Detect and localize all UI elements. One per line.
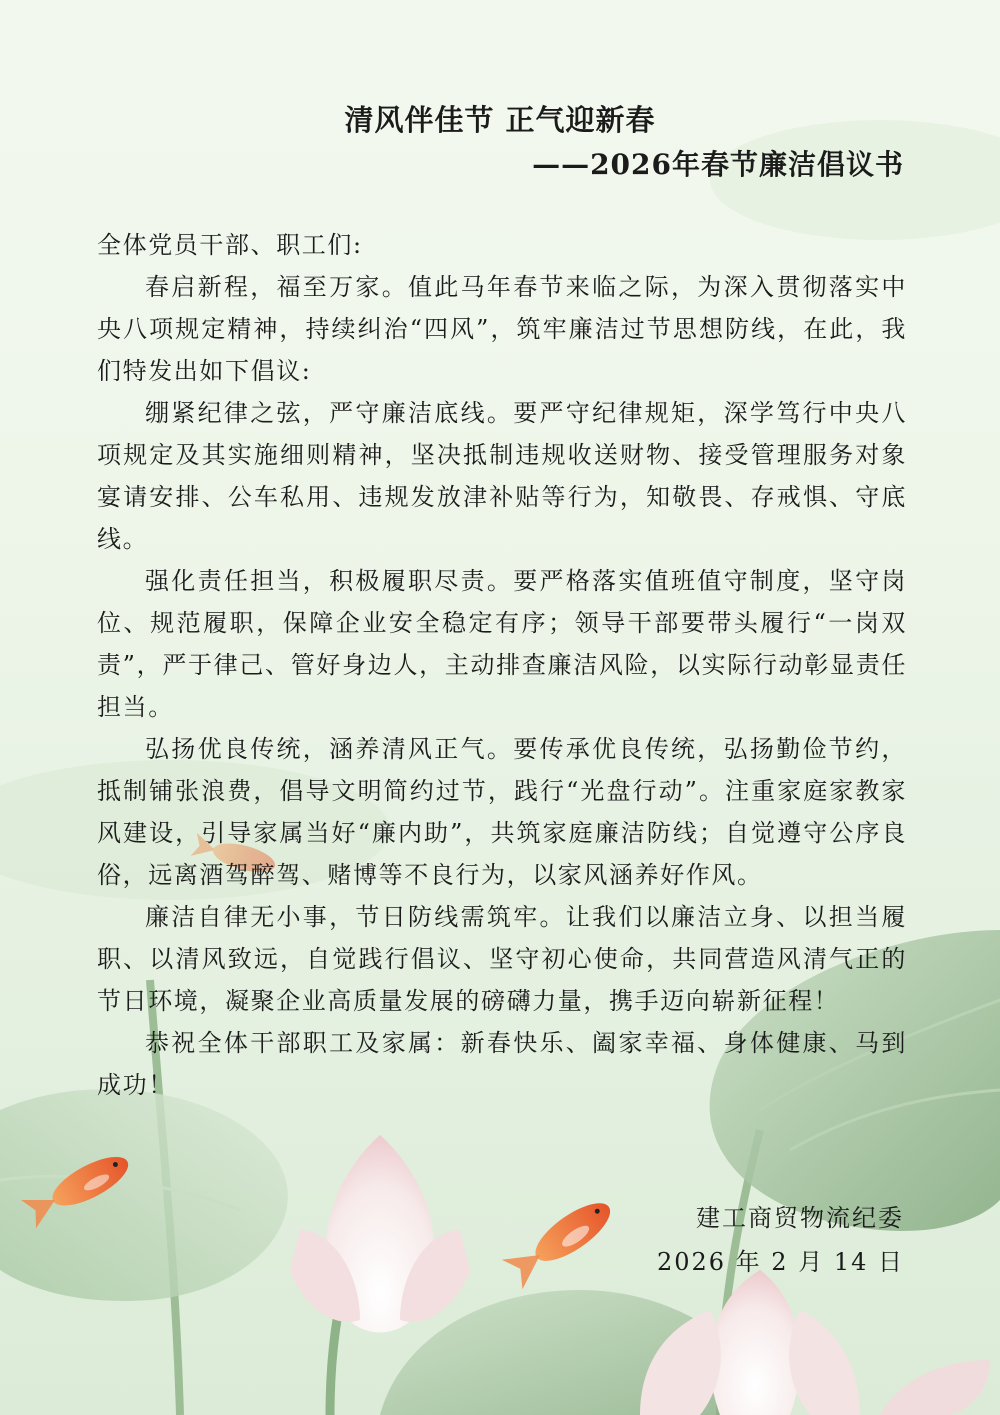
paragraph: 弘扬优良传统，涵养清风正气。要传承优良传统，弘扬勤俭节约，抵制铺张浪费，倡导文明简约过节，践行“光盘行动”。注重家庭家教家风建设，引导家属当好“廉内助”，共筑家庭廉洁防线；自觉遵守公序良俗，远离酒驾醉驾、赌博等不良行为，以家风涵养好作风。 bbox=[97, 735, 907, 889]
signature-block bbox=[657, 1196, 904, 1284]
salutation: 全体党员干部、职工们: bbox=[97, 231, 363, 259]
paragraph: 绷紧纪律之弦，严守廉洁底线。要严守纪律规矩，深学笃行中央八项规定及其实施细则精神，坚决抵制违规收送财物、接受管理服务对象宴请安排、公车私用、违规发放津补贴等行为，知敬畏、存戒惧、守底线。 bbox=[97, 399, 907, 553]
paragraph: 恭祝全体干部职工及家属：新春快乐、阖家幸福、身体健康、马到成功！ bbox=[97, 1029, 907, 1099]
paragraph: 春启新程，福至万家。值此马年春节来临之际，为深入贯彻落实中央八项规定精神，持续纠治“四风”，筑牢廉洁过节思想防线，在此，我们特发出如下倡议: bbox=[97, 273, 907, 385]
document-body bbox=[97, 224, 907, 1106]
document-title: 清风伴佳节 正气迎新春 bbox=[344, 103, 656, 137]
document-subtitle: ——2026年春节廉洁倡议书 bbox=[532, 148, 904, 181]
signature-organization: 建工商贸物流纪委 bbox=[696, 1204, 904, 1232]
paragraph: 强化责任担当，积极履职尽责。要严格落实值班值守制度，坚守岗位、规范履职，保障企业安全稳定有序；领导干部要带头履行“一岗双责”，严于律己、管好身边人，主动排查廉洁风险，以实际行动彰显责任担当。 bbox=[97, 567, 907, 721]
paragraph: 廉洁自律无小事，节日防线需筑牢。让我们以廉洁立身、以担当履职、以清风致远，自觉践行倡议、坚守初心使命，共同营造风清气正的节日环境，凝聚企业高质量发展的磅礴力量，携手迈向崭新征程！ bbox=[97, 903, 907, 1015]
signature-date: 2026 年 2 月 14 日 bbox=[656, 1248, 904, 1276]
